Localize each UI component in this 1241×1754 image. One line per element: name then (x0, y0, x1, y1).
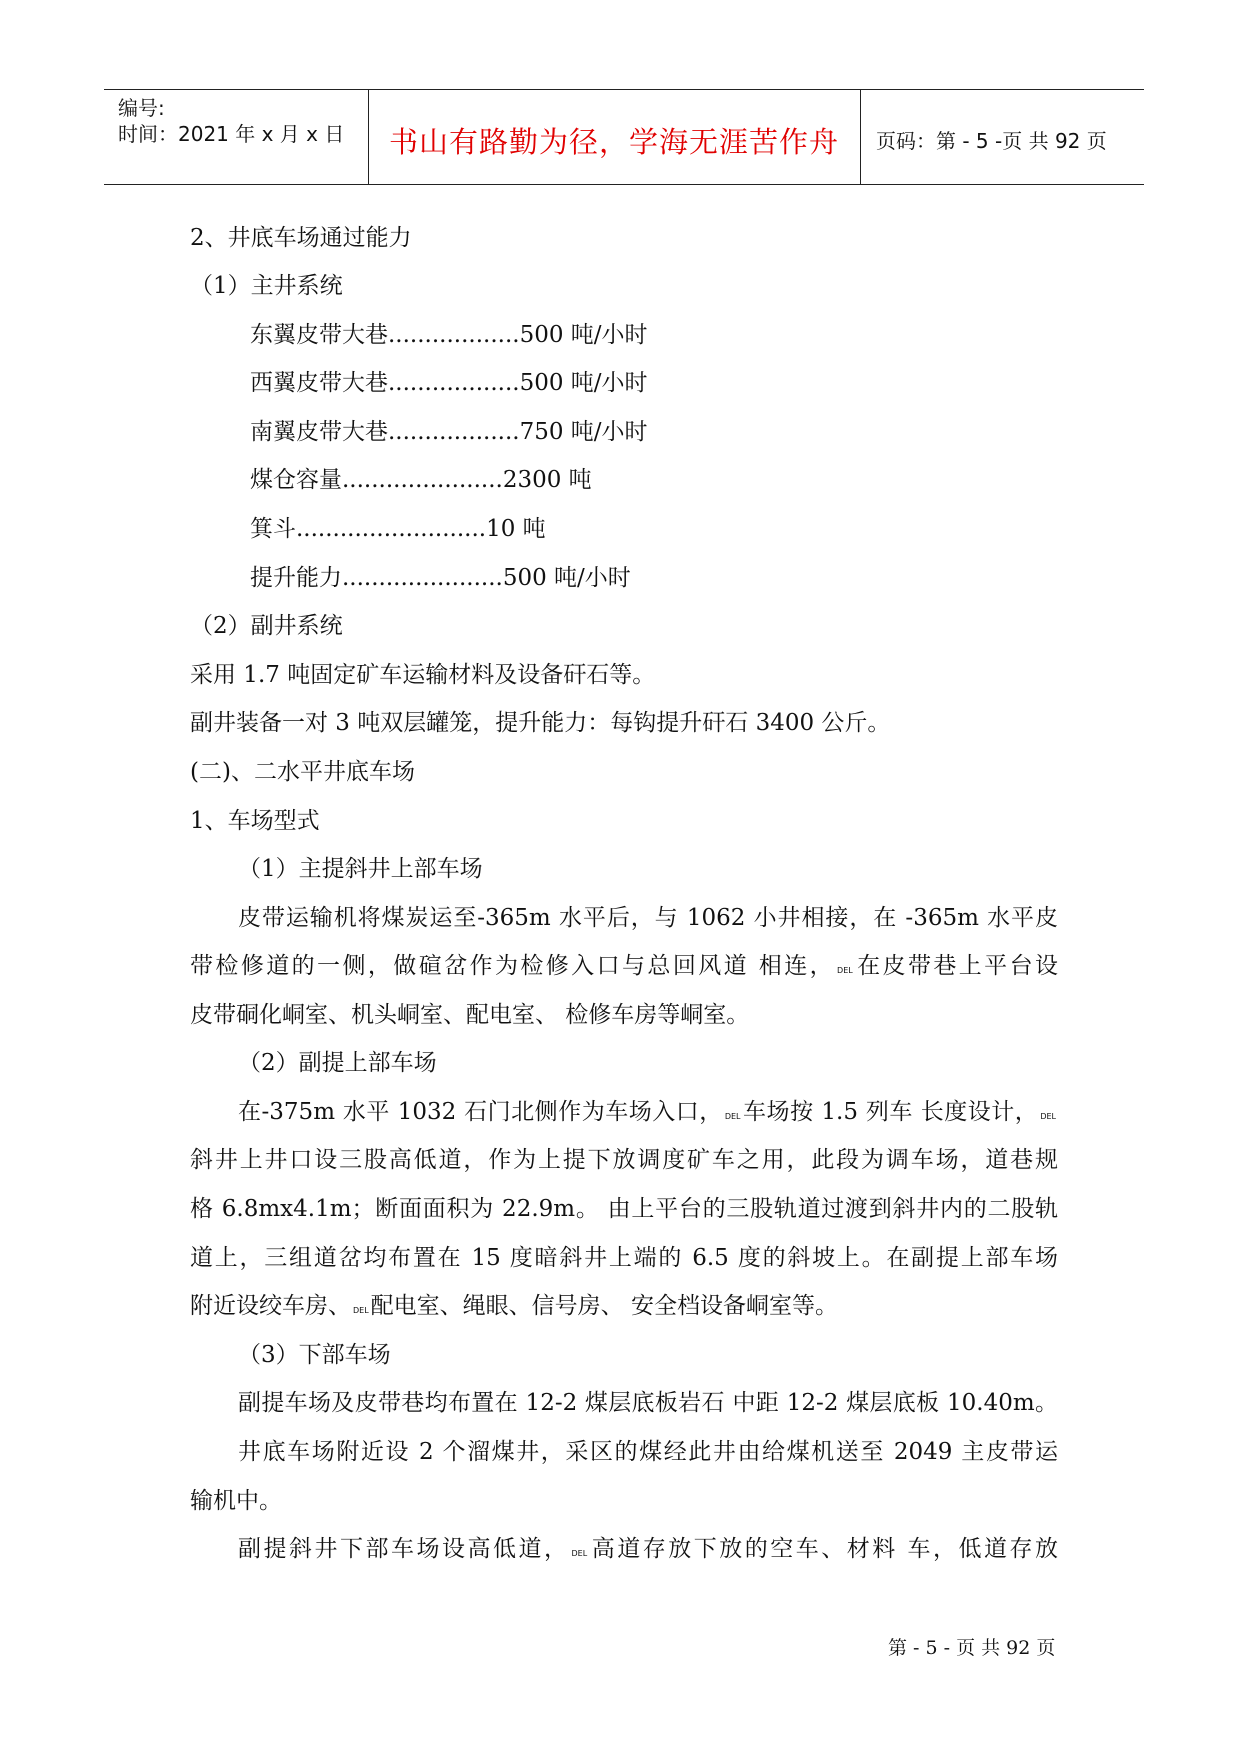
paragraph-line (190, 1291, 838, 1326)
paragraph-line: 格 6.8mx4.1m；断面面积为 22.9m。 由上平台的三股轨道过渡到斜井内的二股轨 (190, 1196, 1058, 1222)
del-mark: DEL (837, 966, 853, 975)
subsection-heading: （2）副提上部车场 (238, 1050, 437, 1076)
paragraph-line (238, 1097, 1058, 1132)
subsection-heading: （1）主提斜井上部车场 (238, 856, 483, 882)
paragraph-line (238, 1534, 1058, 1569)
capacity-line: 煤仓容量......................2300 吨 (250, 467, 592, 493)
section-heading: 2、井底车场通过能力 (190, 225, 412, 251)
document-time-label: 时间：2021 年 x 月 x 日 (118, 122, 345, 146)
paragraph-line: 采用 1.7 吨固定矿车运输材料及设备矸石等。 (190, 662, 656, 688)
del-mark: DEL (353, 1306, 369, 1315)
text-run: 车场按 1.5 列车 长度设计， (742, 1099, 1039, 1125)
paragraph-line: 副提车场及皮带巷均布置在 12-2 煤层底板岩石 中距 12-2 煤层底板 10.40m。 (238, 1390, 1058, 1416)
del-mark: DEL (571, 1549, 588, 1558)
section-heading: 1、车场型式 (190, 808, 320, 834)
capacity-line: 西翼皮带大巷..................500 吨/小时 (250, 370, 648, 396)
subsection-heading: （3）下部车场 (238, 1342, 391, 1368)
del-mark: DEL (1040, 1112, 1056, 1121)
header-motto: 书山有路勤为径，学海无涯苦作舟 (388, 125, 839, 159)
subsection-heading: （1）主井系统 (190, 273, 343, 299)
header-info-cell (104, 90, 369, 184)
paragraph-line: 皮带运输机将煤炭运至-365m 水平后，与 1062 小井相接，在 -365m 水平皮 (238, 905, 1058, 931)
subsection-heading: （2）副井系统 (190, 613, 343, 639)
del-mark: DEL (724, 1112, 741, 1121)
header-page-number: 页码：第 - 5 -页 共 92 页 (876, 129, 1107, 153)
paragraph-line (190, 951, 1058, 986)
capacity-line: 箕斗..........................10 吨 (250, 516, 546, 542)
text-run: 带检修道的一侧，做碹岔作为检修入口与总回风道 相连， (190, 953, 836, 979)
paragraph-line: 斜井上井口设三股高低道，作为上提下放调度矿车之用，此段为调车场，道巷规 (190, 1147, 1058, 1173)
paragraph-line: 井底车场附近设 2 个溜煤井，采区的煤经此井由给煤机送至 2049 主皮带运 (238, 1439, 1058, 1465)
paragraph-line: 输机中。 (190, 1488, 282, 1514)
text-run: 配电室、绳眼、信号房、 安全档设备峒室等。 (370, 1293, 838, 1319)
text-run: 高道存放下放的空车、材料 车，低道存放 (589, 1536, 1059, 1562)
document-number-label: 编号: (118, 96, 165, 120)
paragraph-line: 皮带硐化峒室、机头峒室、配电室、 检修车房等峒室。 (190, 1002, 750, 1028)
page-header (104, 89, 1144, 185)
page-footer: 第 - 5 - 页 共 92 页 (888, 1637, 1056, 1659)
capacity-line: 提升能力......................500 吨/小时 (250, 565, 631, 591)
paragraph-line: 副井装备一对 3 吨双层罐笼，提升能力：每钩提升矸石 3400 公斤。 (190, 710, 891, 736)
text-run: 在皮带巷上平台设 (854, 953, 1059, 979)
section-heading: (二)、二水平井底车场 (190, 759, 415, 785)
header-page-cell (862, 90, 1144, 184)
text-run: 附近设绞车房、 (190, 1293, 351, 1319)
text-run: 副提斜井下部车场设高低道， (238, 1536, 570, 1562)
paragraph-line: 道上，三组道岔均布置在 15 度暗斜井上端的 6.5 度的斜坡上。在副提上部车场 (190, 1245, 1058, 1271)
capacity-line: 南翼皮带大巷..................750 吨/小时 (250, 419, 648, 445)
capacity-line: 东翼皮带大巷..................500 吨/小时 (250, 322, 648, 348)
text-run: 在-375m 水平 1032 石门北侧作为车场入口， (238, 1099, 723, 1125)
header-motto-cell (368, 90, 861, 184)
